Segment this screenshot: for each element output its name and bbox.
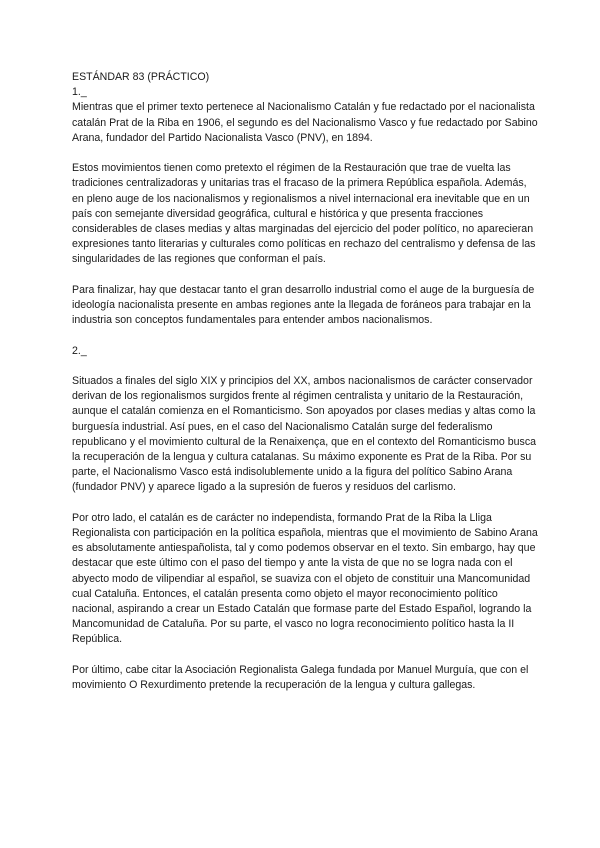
section-2-paragraph: Por último, cabe citar la Asociación Regionalista Galega fundada por Manuel Murguía, que con el movimiento O Rexurdimento pretende la recuperación de la lengua y cultura gallegas.	[72, 663, 529, 692]
section-1-paragraph: Mientras que el primer texto pertenece al Nacionalismo Catalán y fue redactado por el nacionalista catalán Prat de la Riba en 1906, el segundo es del Nacionalismo Vasco y fue redactado por Sabino Arana, fundador del Partido Nacionalista Vasco (PNV), en 1894.	[72, 101, 538, 144]
section-1-heading: 1._	[72, 86, 87, 99]
section-2-heading: 2._	[72, 344, 87, 357]
section-1-paragraph: Estos movimientos tienen como pretexto el régimen de la Restauración que trae de vuelta las tradiciones centralizadoras y unitarias tras el fracaso de la primera República española. Además, en pleno auge de los nacionalismos y regionalismos a nivel internacional era inevitable que en un país con semejante diversidad geográfica, cultural e histórica y que presenta fracciones considerables de clases medias y altas marginadas del ejercicio del poder político, no aparecieran expresiones tanto literarias y culturales como políticas en rechazo del centralismo y defensa de las singularidades de las regiones que conforman el país.	[72, 162, 536, 266]
document-title: ESTÁNDAR 83 (PRÁCTICO)	[72, 71, 210, 83]
section-2-paragraph: Por otro lado, el catalán es de carácter no independista, formando Prat de la Riba la Lliga Regionalista con participación en la política española, mientras que el movimiento de Sabino Arana es absolutamente antiespañolista, tal y como podemos observar en el texto. Sin embargo, hay que destacar que este último con el paso del tiempo y ante la vista de que no se logra nada con el abyecto modo de vilipendiar al español, se suaviza con el objeto de constituir una Mancomunidad cual Cataluña. Entonces, el catalán presenta como objeto el mayor reconocimiento político nacional, aspirando a crear un Estado Catalán que formase parte del Estado Español, logrando la Mancomunidad de Cataluña. Por su parte, el vasco no logra reconocimiento político hasta la II República.	[72, 511, 538, 646]
section-2-paragraph: Situados a finales del siglo XIX y principios del XX, ambos nacionalismos de carácter conservador derivan de los regionalismos surgidos frente al régimen centralista y unitario de la Restauración, aunque el catalán comienza en el Romanticismo. Son apoyados por clases medias y altas como la burguesía industrial. Así pues, en el caso del Nacionalismo Catalán surge del federalismo republicano y el movimiento cultural de la Renaixença, que en el contexto del Romanticismo busca la recuperación de la lengua y cultura catalanas. Su máximo exponente es Prat de la Riba. Por su parte, el Nacionalismo Vasco está indisolublemente unido a la figura del político Sabino Arana (fundador PNV) y aparece ligado a la supresión de fueros y residuos del carlismo.	[72, 375, 537, 494]
document-page	[72, 70, 540, 693]
section-1-paragraph: Para finalizar, hay que destacar tanto el gran desarrollo industrial como el auge de la burguesía de ideología nacionalista presente en ambas regiones ante la llegada de foráneos para trabajar en la industria son conceptos fundamentales para entender ambos nacionalismos.	[72, 283, 535, 327]
